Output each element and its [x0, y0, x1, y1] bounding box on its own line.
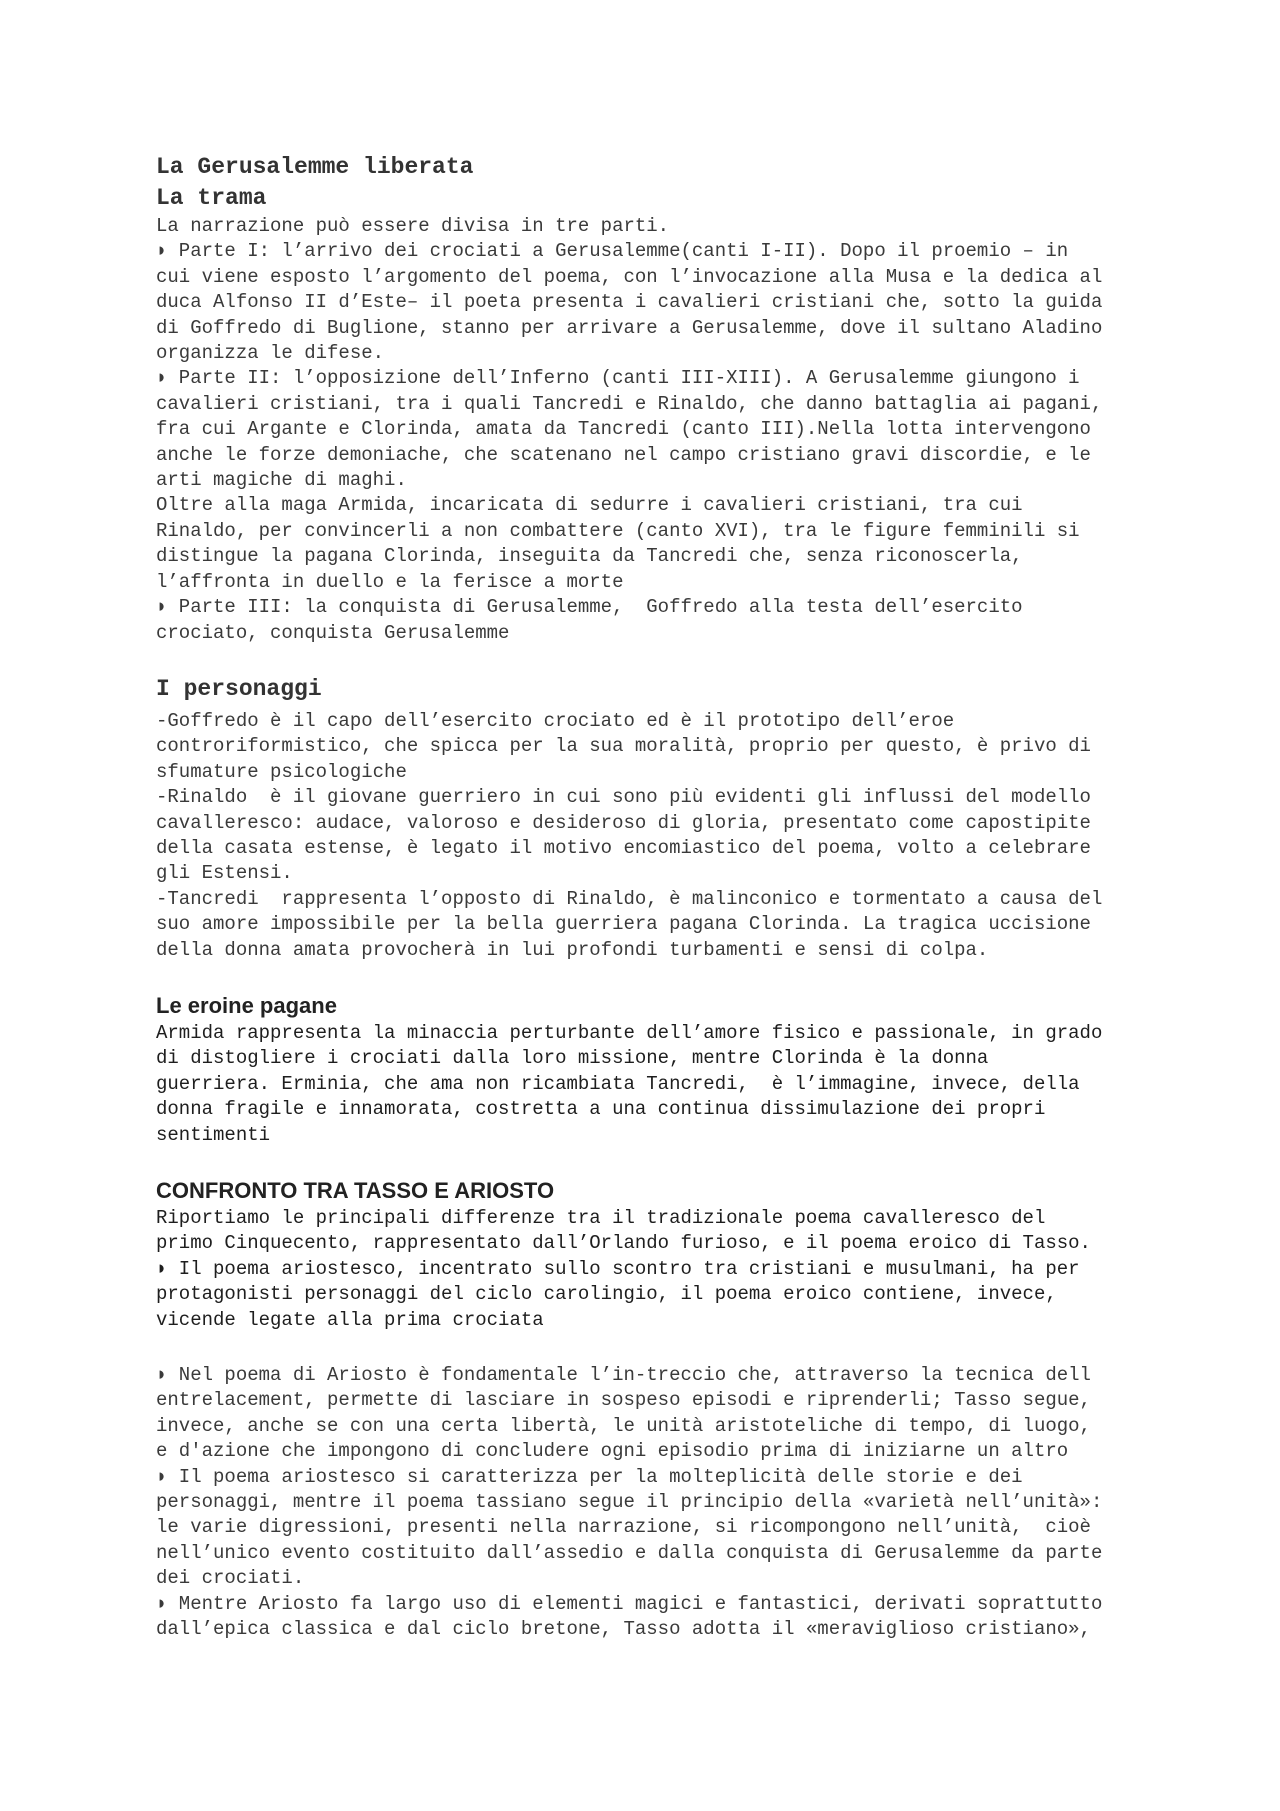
- text-line: dall’epica classica e dal ciclo bretone, Tasso adotta il «meraviglioso cristiano»,: [156, 1618, 1091, 1641]
- text-line: cui viene esposto l’argomento del poema, con l’invocazione alla Musa e la dedica al: [156, 265, 1103, 288]
- section-heading-personaggi: I personaggi: [156, 675, 322, 702]
- text-line: guerriera. Erminia, che ama non ricambiata Tancredi, è l’immagine, invece, della: [156, 1072, 1080, 1095]
- section-body-trama: [156, 214, 1156, 646]
- text-line: distingue la pagana Clorinda, inseguita da Tancredi che, senza riconoscerla,: [156, 545, 1023, 568]
- text-line: suo amore impossibile per la bella guerriera pagana Clorinda. La tragica uccisione: [156, 913, 1091, 936]
- text-line: La narrazione può essere divisa in tre parti.: [156, 215, 670, 237]
- text-line: duca Alfonso II d’Este– il poeta presenta i cavalieri cristiani che, sotto la guida: [156, 291, 1103, 314]
- text-line: ◗ Parte II: l’opposizione dell’Inferno (canti III-XIII). A Gerusalemme giungono i: [156, 367, 1080, 390]
- text-line: arti magiche di maghi.: [156, 469, 407, 492]
- text-line: Armida rappresenta la minaccia perturbante dell’amore fisico e passionale, in grado: [156, 1021, 1103, 1044]
- text-line: anche le forze demoniache, che scatenano nel campo cristiano gravi discordie, e le: [156, 443, 1091, 466]
- text-line: ◗ Il poema ariostesco, incentrato sullo scontro tra cristiani e musulmani, ha per: [156, 1257, 1080, 1280]
- text-line: donna fragile e innamorata, costretta a una continua dissimulazione dei propri: [156, 1098, 1046, 1121]
- text-line: ◗ Parte III: la conquista di Gerusalemme, Goffredo alla testa dell’esercito: [156, 596, 1023, 619]
- text-line: cavalieri cristiani, tra i quali Tancredi e Rinaldo, che danno battaglia ai pagani,: [156, 392, 1103, 415]
- section-heading-eroine: Le eroine pagane: [156, 992, 337, 1018]
- text-line: di Goffredo di Buglione, stanno per arrivare a Gerusalemme, dove il sultano Aladino: [156, 316, 1103, 339]
- text-line: Rinaldo, per convincerli a non combattere (canto XVI), tra le figure femminili si: [156, 519, 1080, 542]
- text-line: -Rinaldo è il giovane guerriero in cui sono più evidenti gli influssi del modello: [156, 786, 1091, 809]
- text-line: personaggi, mentre il poema tassiano segue il principio della «varietà nell’unità»:: [156, 1491, 1103, 1514]
- section-body-personaggi: [156, 709, 1156, 963]
- text-line: sentimenti: [156, 1123, 271, 1146]
- text-line: entrelacement, permette di lasciare in sospeso episodi e riprenderli; Tasso segue,: [156, 1389, 1091, 1412]
- text-line: -Tancredi rappresenta l’opposto di Rinaldo, è malinconico e tormentato a causa del: [156, 887, 1103, 910]
- text-line: ◗ Parte I: l’arrivo dei crociati a Gerusalemme(canti I-II). Dopo il proemio – in: [156, 240, 1069, 263]
- text-line: Riportiamo le principali differenze tra il tradizionale poema cavalleresco del: [156, 1207, 1046, 1229]
- text-line: le varie digressioni, presenti nella narrazione, si ricompongono nell’unità, cioè: [156, 1516, 1091, 1539]
- document-title: La Gerusalemme liberata: [156, 154, 474, 180]
- text-line: protagonisti personaggi del ciclo carolingio, il poema eroico contiene, invece,: [156, 1283, 1057, 1306]
- text-line: sfumature psicologiche: [156, 760, 407, 783]
- text-line: cavalleresco: audace, valoroso e desideroso di gloria, presentato come capostipite: [156, 811, 1091, 834]
- spacer: [156, 1148, 1156, 1176]
- spacer: [156, 646, 1156, 674]
- text-line: -Goffredo è il capo dell’esercito crociato ed è il prototipo dell’eroe: [156, 709, 955, 732]
- text-line: e d'azione che impongono di concludere ogni episodio prima di iniziarne un altro: [156, 1440, 1069, 1463]
- text-line: nell’unico evento costituito dall’assedio e dalla conquista di Gerusalemme da parte: [156, 1541, 1103, 1564]
- text-line: organizza le difese.: [156, 342, 385, 365]
- section-body-eroine: [156, 1021, 1156, 1148]
- text-line: della casata estense, è legato il motivo encomiastico del poema, volto a celebrare: [156, 836, 1091, 859]
- spacer: [156, 963, 1156, 991]
- section-heading-confronto: CONFRONTO TRA TASSO E ARIOSTO: [156, 1178, 555, 1203]
- text-line: invece, anche se con una certa libertà, le unità aristoteliche di tempo, di luogo,: [156, 1414, 1091, 1437]
- text-line: ◗ Nel poema di Ariosto è fondamentale l’in-treccio che, attraverso la tecnica dell: [156, 1364, 1091, 1387]
- document-page: [156, 152, 1156, 1643]
- spacer: [156, 1333, 1156, 1363]
- section-body-confronto-rest: [156, 1363, 1156, 1642]
- text-line: crociato, conquista Gerusalemme: [156, 621, 510, 644]
- text-line: fra cui Argante e Clorinda, amata da Tancredi (canto III).Nella lotta intervengono: [156, 418, 1091, 441]
- section-body-confronto-intro: [156, 1206, 1156, 1333]
- section-heading-trama: La trama: [156, 185, 267, 211]
- text-line: l’affronta in duello e la ferisce a morte: [156, 570, 624, 593]
- text-line: Oltre alla maga Armida, incaricata di sedurre i cavalieri cristiani, tra cui: [156, 494, 1023, 517]
- text-line: dei crociati.: [156, 1567, 305, 1590]
- text-line: gli Estensi.: [156, 862, 293, 885]
- text-line: della donna amata provocherà in lui profondi turbamenti e sensi di colpa.: [156, 938, 989, 961]
- text-line: primo Cinquecento, rappresentato dall’Orlando furioso, e il poema eroico di Tasso.: [156, 1232, 1091, 1255]
- text-line: vicende legate alla prima crociata: [156, 1308, 544, 1331]
- text-line: di distogliere i crociati dalla loro missione, mentre Clorinda è la donna: [156, 1047, 989, 1070]
- text-line: ◗ Mentre Ariosto fa largo uso di elementi magici e fantastici, derivati soprattutto: [156, 1592, 1103, 1615]
- text-line: ◗ Il poema ariostesco si caratterizza per la molteplicità delle storie e dei: [156, 1465, 1023, 1488]
- text-line: controriformistico, che spicca per la sua moralità, proprio per questo, è privo di: [156, 735, 1091, 758]
